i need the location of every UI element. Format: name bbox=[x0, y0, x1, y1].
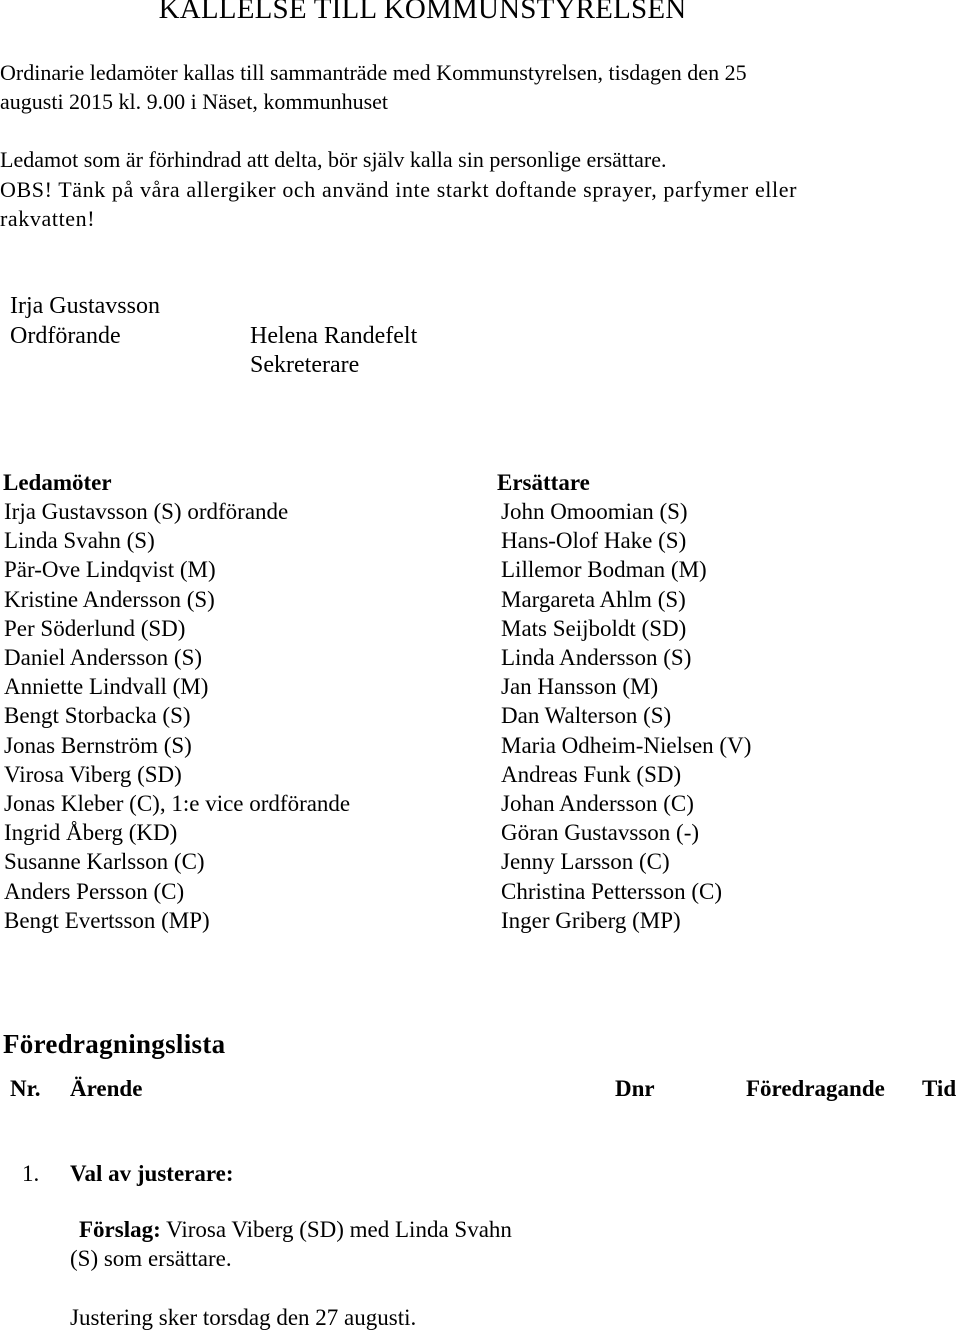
proposal-label: Förslag: bbox=[79, 1217, 161, 1242]
substitute-list-item: Jan Hansson (M) bbox=[501, 674, 659, 700]
member-list-item: Anders Persson (C) bbox=[4, 878, 185, 904]
member-list-item: Linda Svahn (S) bbox=[4, 528, 155, 554]
member-list-item: Bengt Storbacka (S) bbox=[4, 703, 191, 729]
substitute-list-item: Lillemor Bodman (M) bbox=[501, 557, 707, 583]
chair-name: Irja Gustavsson bbox=[10, 293, 160, 319]
chair-role: Ordförande bbox=[10, 323, 121, 349]
substitute-list-item: Göran Gustavsson (-) bbox=[501, 820, 700, 846]
col-header-foredragande: Föredragande bbox=[746, 1076, 885, 1101]
intro-line-5: rakvatten! bbox=[0, 206, 96, 231]
intro-line-2: augusti 2015 kl. 9.00 i Näset, kommunhuset bbox=[0, 89, 389, 114]
substitute-list-item: Linda Andersson (S) bbox=[501, 645, 692, 670]
col-header-tid: Tid bbox=[922, 1076, 957, 1101]
col-header-dnr: Dnr bbox=[615, 1076, 655, 1101]
substitute-list-item: Hans-Olof Hake (S) bbox=[501, 528, 687, 554]
agenda-item-title: Val av justerare: bbox=[70, 1161, 234, 1186]
members-heading: Ledamöter bbox=[3, 470, 112, 495]
col-header-nr: Nr. bbox=[10, 1076, 41, 1101]
substitute-list-item: Jenny Larsson (C) bbox=[501, 849, 670, 875]
substitute-list-item: Margareta Ahlm (S) bbox=[501, 586, 686, 612]
agenda-item-proposal bbox=[79, 1216, 512, 1244]
member-list-item: Anniette Lindvall (M) bbox=[4, 674, 209, 700]
member-list-item: Daniel Andersson (S) bbox=[4, 645, 203, 670]
substitute-list-item: Christina Pettersson (C) bbox=[501, 878, 723, 904]
member-list-item: Jonas Bernström (S) bbox=[4, 732, 192, 758]
intro-line-4: OBS! Tänk på våra allergiker och använd inte starkt doftande sprayer, parfymer eller bbox=[0, 177, 798, 202]
agenda-item-note: Justering sker torsdag den 27 augusti. bbox=[70, 1305, 417, 1330]
member-list-item: Kristine Andersson (S) bbox=[4, 586, 215, 612]
member-list-item: Ingrid Åberg (KD) bbox=[4, 820, 178, 846]
proposal-text-continued: (S) som ersättare. bbox=[70, 1246, 232, 1271]
member-list-item: Jonas Kleber (C), 1:e vice ordförande bbox=[4, 791, 351, 816]
member-list-item: Virosa Viberg (SD) bbox=[4, 761, 182, 787]
substitute-list-item: Maria Odheim-Nielsen (V) bbox=[501, 732, 752, 758]
substitute-list-item: Inger Griberg (MP) bbox=[501, 907, 681, 933]
substitute-list-item: Andreas Funk (SD) bbox=[501, 761, 682, 787]
secretary-name: Helena Randefelt bbox=[250, 323, 418, 349]
secretary-role: Sekreterare bbox=[250, 352, 360, 378]
member-list-item: Irja Gustavsson (S) ordförande bbox=[4, 499, 289, 524]
member-list-item: Bengt Evertsson (MP) bbox=[4, 907, 210, 933]
substitute-list-item: Mats Seijboldt (SD) bbox=[501, 615, 687, 641]
substitutes-heading: Ersättare bbox=[497, 470, 590, 495]
agenda-heading: Föredragningslista bbox=[3, 1029, 226, 1059]
proposal-text: Virosa Viberg (SD) med Linda Svahn bbox=[160, 1217, 512, 1242]
substitute-list-item: Johan Andersson (C) bbox=[501, 791, 694, 816]
intro-line-1: Ordinarie ledamöter kallas till sammanträde med Kommunstyrelsen, tisdagen den 25 bbox=[0, 60, 747, 85]
agenda-item-number: 1. bbox=[22, 1161, 40, 1186]
intro-line-3: Ledamot som är förhindrad att delta, bör själv kalla sin personlige ersättare. bbox=[0, 147, 667, 172]
member-list-item: Susanne Karlsson (C) bbox=[4, 849, 205, 875]
substitute-list-item: Dan Walterson (S) bbox=[501, 703, 672, 729]
col-header-arende: Ärende bbox=[70, 1076, 143, 1101]
member-list-item: Pär-Ove Lindqvist (M) bbox=[4, 557, 216, 583]
document-title: KALLELSE TILL KOMMUNSTYRELSEN bbox=[158, 0, 687, 25]
member-list-item: Per Söderlund (SD) bbox=[4, 615, 186, 641]
substitute-list-item: John Omoomian (S) bbox=[501, 499, 688, 524]
